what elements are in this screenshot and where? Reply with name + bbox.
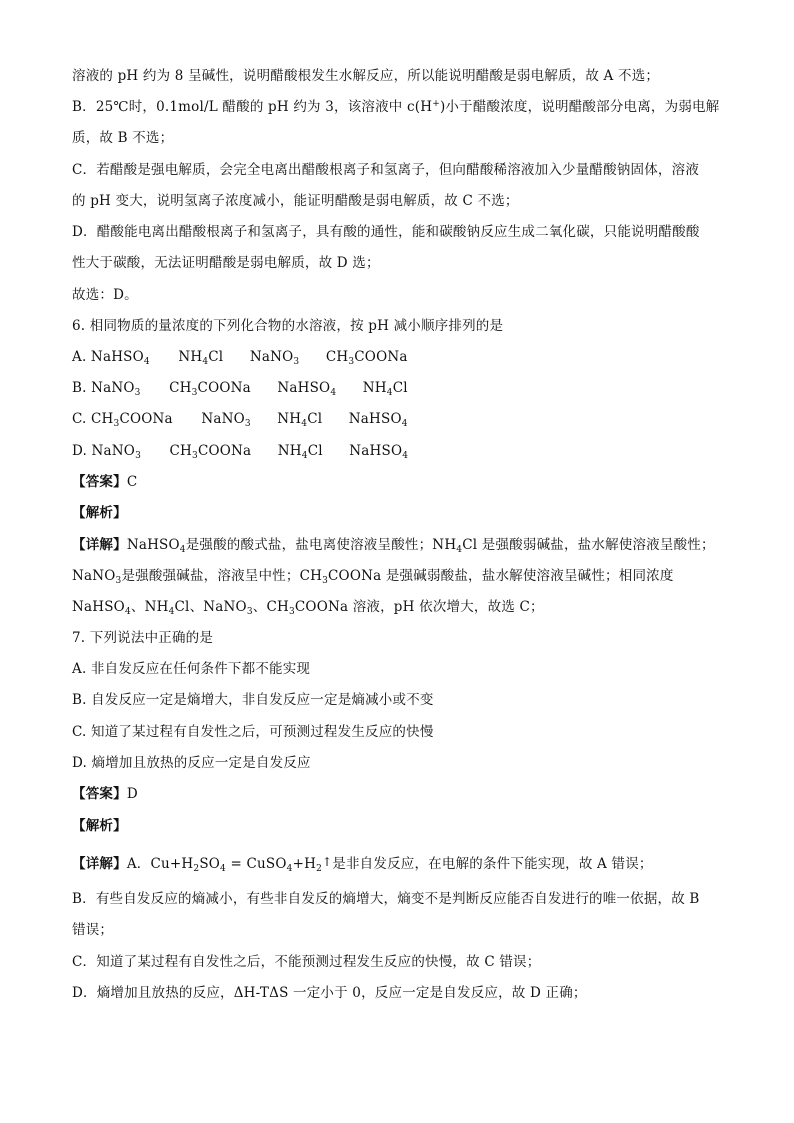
prev-option-d-line-2: 性大于碳酸，无法证明醋酸是弱电解质，故 D 选；	[72, 255, 380, 271]
gas-arrow-icon: ↑	[322, 855, 333, 869]
question-6-analysis-tag: 【解析】	[72, 505, 127, 521]
prev-option-d-line-1: D．醋酸能电离出醋酸根离子和氢离子，具有酸的通性，能和碳酸钠反应生成二氧化碳，只能说明醋酸酸	[72, 224, 700, 240]
question-7-detail-c: C．知道了某过程有自发性之后，不能预测过程发生反应的快慢，故 C 错误；	[72, 954, 541, 970]
answer-value: C	[126, 474, 138, 490]
question-6-option-c: C. $CH_3COONa$ NaNO$_3$ $NH_4Cl$ NaHSO$_4$	[72, 411, 408, 429]
prev-option-b-line-1: B．25℃时，0.1mol/L 醋酸的 pH 约为 3，该溶液中 c(H+)小于醋酸浓度，说明醋酸部分电离，为弱电解	[72, 99, 720, 115]
question-7-detail-a: 【详解】A．$Cu+H_2SO_4$ = $CuSO_4+H_2↑$是非自发反应，在电解的条件下能实现，故 A 错误；	[72, 852, 653, 874]
question-7-option-a: A. 非自发反应在任何条件下都不能实现	[72, 661, 311, 677]
question-7-option-b: B. 自发反应一定是熵增大，非自发反应一定是熵减小或不变	[72, 692, 434, 708]
prev-option-b-line-2: 质，故 B 不选；	[72, 130, 174, 146]
question-6-option-a: A. NaHSO$_4$ $NH_4Cl$ NaNO$_3$ $CH_3COONa$	[72, 349, 408, 367]
question-6-option-b: B. NaNO$_3$ $CH_3COONa$ NaHSO$_4$ $NH_4Cl$	[72, 380, 408, 398]
question-7-detail-b-line-2: 错误；	[72, 922, 114, 938]
question-6-option-d: D. NaNO$_3$ $CH_3COONa$ $NH_4Cl$ NaHSO$_4$	[72, 443, 409, 461]
question-7-stem: 7. 下列说法中正确的是	[72, 630, 214, 646]
answer-tag: 【答案】	[72, 786, 127, 802]
question-7-option-c: C. 知道了某过程有自发性之后，可预测过程发生反应的快慢	[72, 724, 434, 740]
prev-line-1: 溶液的 pH 约为 8 呈碱性，说明醋酸根发生水解反应，所以能说明醋酸是弱电解质，故 A 不选；	[72, 68, 660, 84]
question-7-answer	[72, 784, 138, 804]
prev-choice: 故选：D。	[72, 287, 138, 303]
answer-tag: 【答案】	[72, 474, 127, 490]
question-7-analysis-tag: 【解析】	[72, 818, 127, 834]
question-6-detail-line-1: 【详解】NaHSO$_4$是强酸的酸式盐，盐电离使溶液呈酸性；$NH_4Cl$ 是强酸弱碱盐，盐水解使溶液呈酸性；	[72, 537, 715, 555]
answer-value: D	[126, 786, 138, 802]
question-7-detail-d: D．熵增加且放热的反应，ΔH-TΔS 一定小于 0，反应一定是自发反应，故 D 正确；	[72, 985, 587, 1001]
prev-option-c-line-2: 的 pH 变大，说明氢离子浓度减小，能证明醋酸是弱电解质，故 C 不选；	[72, 193, 519, 209]
question-6-detail-line-2: NaNO$_3$是强酸强碱盐，溶液呈中性；$CH_3COONa$ 是强碱弱酸盐，盐水解使溶液呈碱性；相同浓度	[72, 568, 674, 586]
question-6-stem: 6. 相同物质的量浓度的下列化合物的水溶液，按 pH 减小顺序排列的是	[72, 318, 504, 334]
detail-tag: 【详解】	[72, 537, 127, 553]
question-7-option-d: D. 熵增加且放热的反应一定是自发反应	[72, 755, 311, 771]
reaction-equation: $Cu+H_2SO_4$ = $CuSO_4+H_2↑$	[150, 856, 332, 872]
question-7-detail-b-line-1: B．有些自发反应的熵减小，有些非自发反的熵增大，熵变不是判断反应能否自发进行的唯一依据，故 B	[72, 891, 700, 907]
detail-tag: 【详解】	[72, 856, 127, 872]
prev-option-c-line-1: C．若醋酸是强电解质，会完全电离出醋酸根离子和氢离子，但向醋酸稀溶液加入少量醋酸钠固体，溶液	[72, 162, 700, 178]
question-6-answer	[72, 472, 137, 492]
question-6-detail-line-3: NaHSO$_4$、$NH_4Cl$、NaNO$_3$、$CH_3COONa$ 溶液，pH 依次增大，故选 C；	[72, 599, 544, 617]
